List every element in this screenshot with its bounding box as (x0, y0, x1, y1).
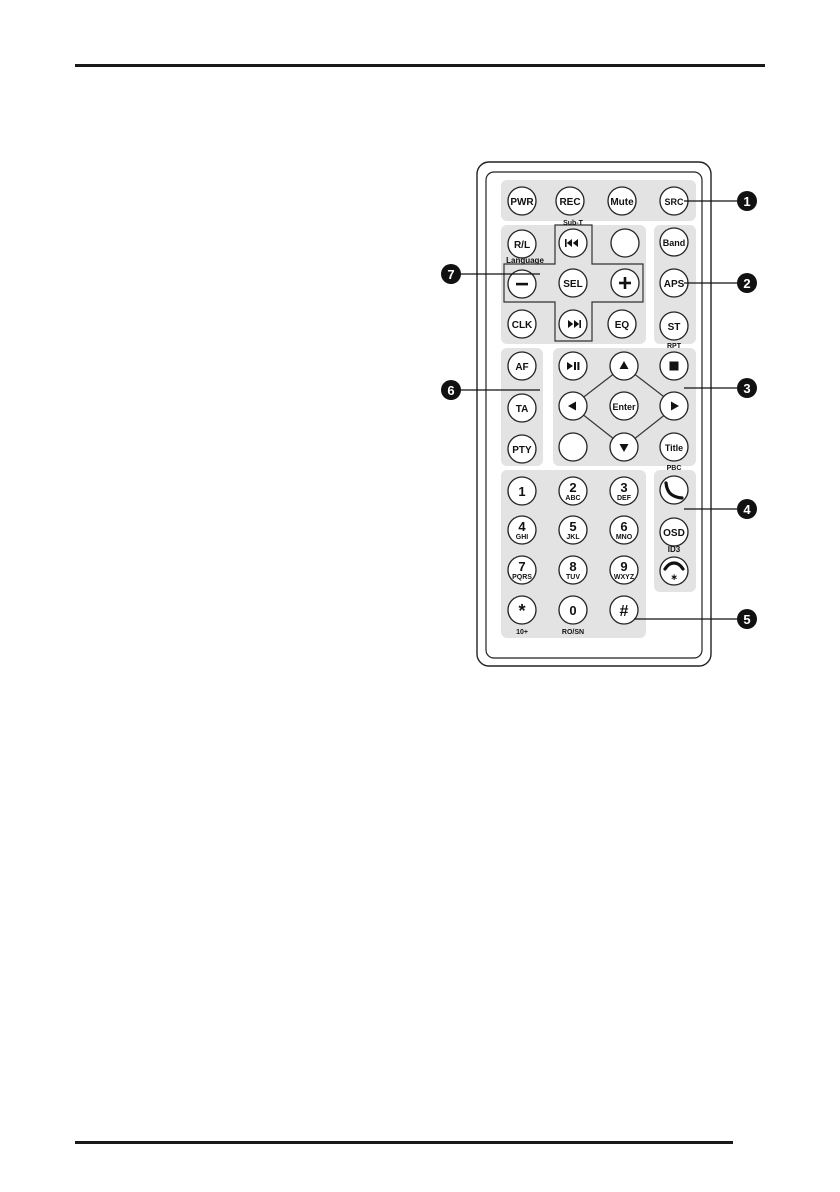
keypad-key-5[interactable] (559, 516, 587, 544)
clk-button[interactable] (508, 310, 536, 338)
callout-7 (441, 264, 461, 284)
keypad-key-8[interactable] (559, 556, 587, 584)
pty-button[interactable] (508, 435, 536, 463)
svg-text:SRC: SRC (664, 197, 684, 207)
svg-text:1: 1 (743, 194, 751, 209)
svg-text:7: 7 (447, 267, 455, 282)
callout-2 (737, 273, 757, 293)
callout-5 (737, 609, 757, 629)
call-answer-button[interactable] (660, 476, 688, 504)
ta-button[interactable] (508, 394, 536, 422)
svg-text:ST: ST (667, 322, 681, 333)
svg-text:EQ: EQ (614, 320, 630, 331)
pbc-label: PBC (666, 465, 682, 472)
ro-sn-label: RO/SN (561, 629, 585, 636)
rpt-label: RPT (667, 343, 681, 350)
keypad-letters: JKL (566, 534, 580, 541)
src-button[interactable] (660, 187, 688, 215)
keypad-letters: GHI (515, 534, 529, 541)
down-button[interactable] (610, 433, 638, 461)
next-track-button[interactable] (559, 310, 587, 338)
call-hangup-button[interactable] (660, 557, 688, 585)
keypad-key-2[interactable] (559, 477, 587, 505)
ten-plus-label: 10+ (516, 629, 528, 636)
blank-button-upper[interactable] (611, 229, 639, 257)
previous-track-button[interactable] (559, 229, 587, 257)
id3-label: ID3 (667, 545, 681, 554)
band-button[interactable] (660, 228, 688, 256)
svg-text:PWR: PWR (510, 197, 534, 208)
keypad-digit: 9 (620, 559, 628, 574)
keypad-letters: PQRS (512, 574, 532, 581)
osd-button[interactable] (660, 518, 688, 546)
stop-icon (670, 362, 679, 371)
keypad-key-6[interactable] (610, 516, 638, 544)
svg-text:Band: Band (662, 238, 686, 248)
keypad (508, 477, 638, 584)
svg-text:AF: AF (515, 362, 529, 373)
rec-button[interactable] (556, 187, 584, 215)
up-button[interactable] (610, 352, 638, 380)
keypad-digit: 4 (518, 519, 526, 534)
bluetooth-icon: ∗ (670, 573, 678, 583)
svg-text:Title: Title (664, 443, 684, 453)
keypad-letters: MNO (615, 534, 633, 541)
svg-text:PTY: PTY (512, 445, 532, 456)
star-button[interactable] (508, 596, 536, 624)
callout-3 (737, 378, 757, 398)
right-button[interactable] (660, 392, 688, 420)
callout-4 (737, 499, 757, 519)
left-button[interactable] (559, 392, 587, 420)
svg-text:3: 3 (743, 381, 751, 396)
keypad-digit: 3 (620, 480, 628, 495)
hash-button[interactable] (610, 596, 638, 624)
svg-text:OSD: OSD (663, 528, 685, 539)
sub-t-label: Sub-T (563, 220, 583, 227)
zero-button[interactable] (559, 596, 587, 624)
title-button[interactable] (660, 433, 688, 461)
svg-text:#: # (619, 603, 629, 620)
callout-6 (441, 380, 461, 400)
svg-text:R/L: R/L (513, 240, 531, 251)
svg-text:4: 4 (743, 502, 751, 517)
language-label: Language (506, 256, 544, 265)
svg-text:SEL: SEL (563, 279, 583, 290)
eq-button[interactable] (608, 310, 636, 338)
svg-text:CLK: CLK (511, 320, 533, 331)
keypad-key-4[interactable] (508, 516, 536, 544)
keypad-key-9[interactable] (610, 556, 638, 584)
keypad-letters: WXYZ (613, 574, 635, 581)
svg-text:REC: REC (559, 197, 581, 208)
keypad-digit: 7 (518, 559, 526, 574)
keypad-digit: 1 (518, 484, 526, 499)
keypad-letters: TUV (566, 574, 580, 581)
svg-text:Enter: Enter (612, 402, 636, 412)
keypad-letters: ABC (565, 495, 581, 502)
keypad-digit: 8 (569, 559, 577, 574)
minus-icon (516, 283, 528, 286)
svg-text:Mute: Mute (610, 197, 634, 208)
keypad-digit: 6 (620, 519, 628, 534)
callout-1 (737, 191, 757, 211)
stop-button[interactable] (660, 352, 688, 380)
pwr-button[interactable] (508, 187, 536, 215)
keypad-key-3[interactable] (610, 477, 638, 505)
keypad-letters: DEF (617, 495, 631, 502)
svg-text:APS: APS (663, 279, 685, 290)
plus-button[interactable] (611, 269, 639, 297)
footer-rule (75, 1141, 733, 1144)
blank-button-lower[interactable] (559, 433, 587, 461)
mute-button[interactable] (608, 187, 636, 215)
enter-button[interactable] (610, 392, 638, 420)
svg-text:2: 2 (743, 276, 751, 291)
keypad-digit: 2 (569, 480, 577, 495)
rl-button[interactable] (508, 230, 536, 258)
keypad-key-1[interactable] (508, 477, 536, 505)
svg-text:5: 5 (743, 612, 751, 627)
svg-text:0: 0 (569, 603, 577, 618)
af-button[interactable] (508, 352, 536, 380)
keypad-digit: 5 (569, 519, 577, 534)
aps-button[interactable] (660, 269, 688, 297)
svg-text:6: 6 (447, 383, 455, 398)
st-button[interactable] (660, 312, 688, 340)
svg-text:*: * (518, 601, 526, 621)
svg-text:TA: TA (515, 404, 529, 415)
sel-button[interactable] (559, 269, 587, 297)
keypad-key-7[interactable] (508, 556, 536, 584)
play-pause-button[interactable] (559, 352, 587, 380)
